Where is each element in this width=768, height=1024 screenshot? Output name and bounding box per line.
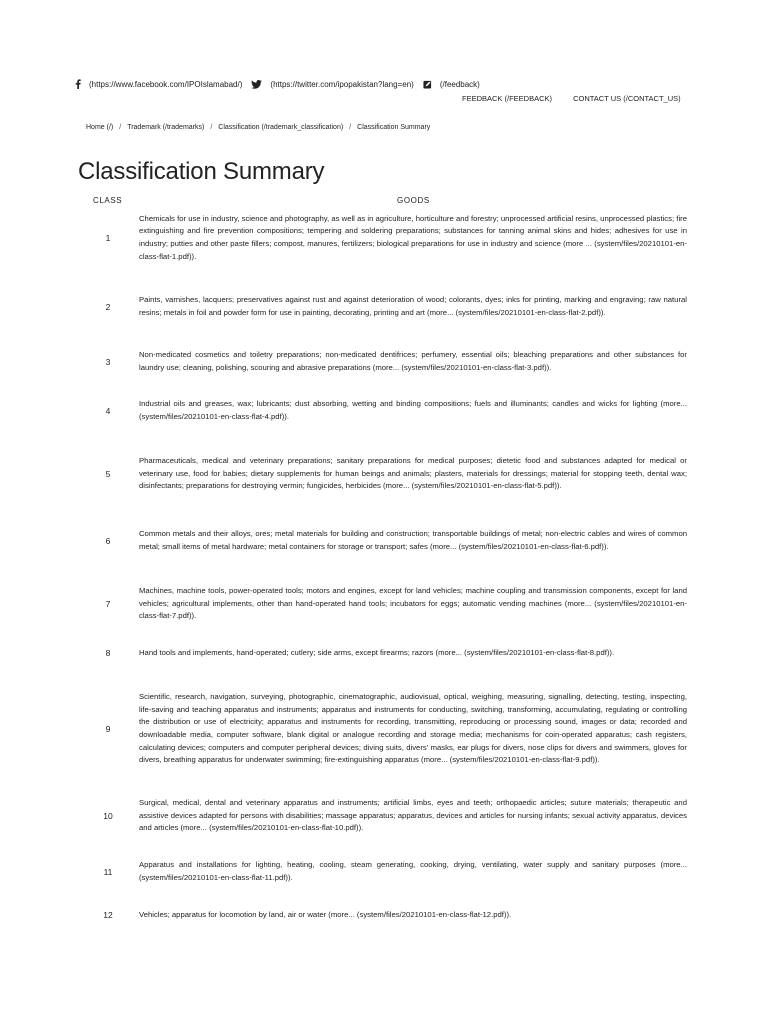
table-row: [78, 348, 693, 376]
class-goods[interactable]: Vehicles; apparatus for locomotion by land, air or water (more... (system/files/20210101-en-class-flat-12.pdf)).: [139, 909, 512, 919]
breadcrumb-separator: /: [119, 124, 122, 131]
class-goods[interactable]: Pharmaceuticals, medical and veterinary preparations; sanitary preparations for medical purposes; dietetic food and substances adapted for medical or veterinary use, food for babies; dietary supplements for human beings and animals; plasters, materials for dressings; material for stopping teeth, dental wax; disinfectants; preparations for destroying vermin; fungicides, herbicides (more... (system/files/20210101-en-class-flat-5.pdf)).: [139, 456, 687, 491]
class-goods[interactable]: Machines, machine tools, power-operated tools; motors and engines, except for land vehicles; machine coupling and transmission components, except for land vehicles; agricultural implements, other than hand-operated hand tools; incubators for eggs; automatic vending machines (more... (system/files/20210101-en-class-flat-7.pdf)).: [139, 586, 687, 621]
class-number: 10: [103, 811, 113, 821]
class-goods[interactable]: Industrial oils and greases, wax; lubricants; dust absorbing, wetting and binding compositions; fuels and illuminants; candles and wicks for lighting (more... (system/files/20210101-en-class-flat-4.pdf)).: [139, 399, 687, 421]
column-header-class: CLASS: [93, 196, 123, 205]
breadcrumb-classification[interactable]: Classification (/trademark_classification): [218, 124, 344, 131]
column-header-goods: GOODS: [397, 196, 430, 205]
table-row: [78, 795, 693, 837]
table-row: [78, 520, 693, 562]
page-title: Classification Summary: [78, 158, 325, 185]
class-goods[interactable]: Scientific, research, navigation, surveying, photographic, cinematographic, audiovisual, optical, weighing, measuring, signalling, detecting, testing, inspecting, life-saving and teaching apparatus and instruments; apparatus and instruments for conducting, switching, transforming, accumulating, regulating or controlling the distribution or use of electricity; apparatus and instruments for recording, transmitting, reproducing or processing sound, images or data; recorded and downloadable media, computer software, blank digital or analogue recording and storage media; mechanisms for coin-operated apparatus; cash registers, calculating devices; computers and computer peripheral devices; diving suits, divers' masks, ear plugs for divers, nose clips for divers and swimmers, gloves for divers, breathing apparatus for underwater swimming; fire-extinguishing apparatus (more... (system/files/20210101-en-class-flat-9.pdf)).: [139, 692, 687, 765]
table-row: [78, 210, 693, 266]
breadcrumb-home[interactable]: Home (/): [86, 124, 114, 131]
twitter-link[interactable]: (https://twitter.com/ipopakistan?lang=en): [270, 79, 414, 89]
class-number: 8: [105, 648, 111, 658]
breadcrumb-separator: /: [349, 124, 352, 131]
feedback-link[interactable]: FEEDBACK (/FEEDBACK): [462, 94, 553, 103]
table-row: [78, 583, 693, 625]
table-row: [78, 446, 693, 502]
class-number: 6: [105, 536, 111, 546]
contact-us-link[interactable]: CONTACT US (/CONTACT_US): [573, 94, 681, 103]
class-goods[interactable]: Common metals and their alloys, ores; metal materials for building and construction; transportable buildings of metal; non-electric cables and wires of common metal; small items of metal hardware; metal containers for storage or transport; safes (more... (system/files/20210101-en-class-flat-6.pdf)).: [139, 529, 687, 551]
breadcrumb-separator: /: [210, 124, 213, 131]
class-number: 4: [105, 406, 111, 416]
class-number: 7: [105, 599, 111, 609]
social-links: [75, 79, 489, 89]
class-number: 9: [105, 724, 111, 734]
class-number: 3: [105, 357, 111, 367]
table-row: [78, 857, 693, 886]
table-row: [78, 286, 693, 328]
facebook-icon[interactable]: [75, 79, 81, 89]
feedback-icon-link[interactable]: (/feedback): [439, 79, 480, 89]
table-row: [78, 682, 693, 776]
facebook-link[interactable]: (https://www.facebook.com/IPOIslamabad/): [89, 79, 243, 89]
class-number: 5: [105, 469, 111, 479]
class-number: 2: [105, 302, 111, 312]
class-goods[interactable]: Apparatus and installations for lighting, heating, cooling, steam generating, cooking, drying, ventilating, water supply and sanitary purposes (more... (system/files/20210101-en-class-flat-11.pdf)).: [139, 859, 687, 882]
top-nav: [462, 94, 700, 103]
twitter-icon[interactable]: [251, 80, 262, 89]
class-number: 12: [103, 910, 113, 920]
table-row: [78, 397, 693, 425]
edit-feedback-icon[interactable]: [423, 80, 432, 89]
class-goods[interactable]: Hand tools and implements, hand-operated; cutlery; side arms, except firearms; razors (more... (system/files/20210101-en-class-flat-8.pdf)).: [139, 647, 615, 657]
breadcrumb-trademark[interactable]: Trademark (/trademarks): [127, 124, 205, 131]
breadcrumb: [86, 124, 430, 131]
table-row: [78, 645, 693, 661]
class-goods[interactable]: Surgical, medical, dental and veterinary apparatus and instruments; artificial limbs, eyes and teeth; orthopaedic articles; suture materials; therapeutic and assistive devices adapted for persons with disabilities; massage apparatus; apparatus, devices and articles for nursing infants; sexual activity apparatus, devices and articles (more... (system/files/20210101-en-class-flat-10.pdf)).: [139, 798, 687, 833]
table-row: [78, 906, 693, 924]
class-number: 11: [103, 866, 113, 877]
class-number: 1: [105, 233, 111, 243]
class-goods[interactable]: Chemicals for use in industry, science and photography, as well as in agriculture, horticulture and forestry; unprocessed artificial resins, unprocessed plastics; fire extinguishing and fire prevention compositions; tempering and soldering preparations; substances for tanning animal skins and hides; adhesives for use in industry; putties and other paste fillers; compost, manures, fertilizers; biological preparations for use in industry and science (more ... (system/files/20210101-en-class-flat-1.pdf)).: [139, 213, 687, 261]
class-goods[interactable]: Non-medicated cosmetics and toiletry preparations; non-medicated dentifrices; perfumery, essential oils; bleaching preparations and other substances for laundry use; cleaning, polishing, scouring and abrasive preparations (more... (system/files/20210101-en-class-flat-3.pdf)).: [139, 350, 687, 372]
breadcrumb-current: Classification Summary: [357, 124, 431, 131]
class-goods[interactable]: Paints, varnishes, lacquers; preservatives against rust and against deterioration of wood; colorants, dyes; inks for printing, marking and engraving; raw natural resins; metals in foil and powder form for use in painting, decorating, printing and art (more... (system/files/20210101-en-class-flat-2.pdf)).: [139, 295, 687, 317]
